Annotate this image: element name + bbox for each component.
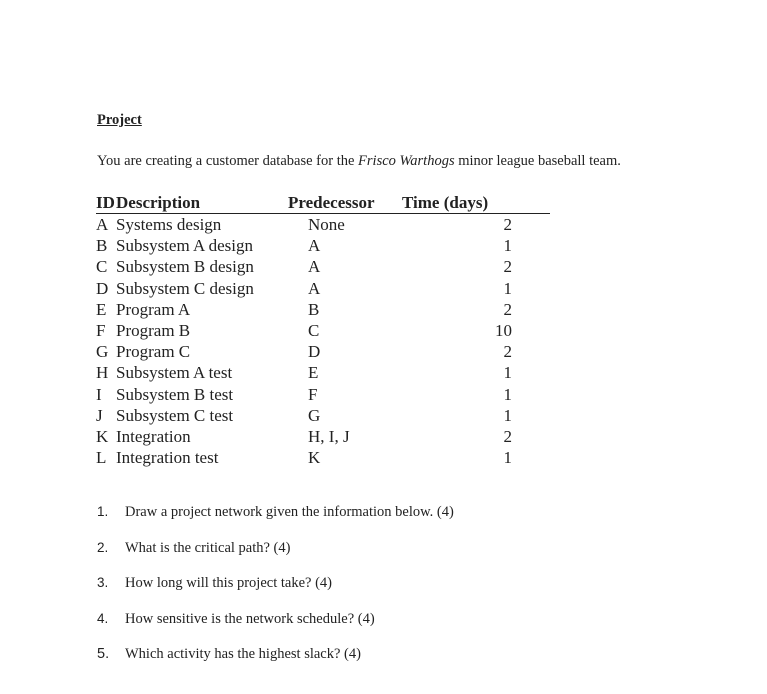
table-row: [96, 235, 550, 256]
cell-description: Subsystem B design: [116, 257, 254, 277]
cell-predecessor: None: [308, 215, 345, 234]
question-number: 1.: [97, 504, 109, 519]
cell-predecessor: A: [308, 236, 321, 256]
document-title: Project: [97, 112, 142, 128]
question-text: How long will this project take? (4): [125, 575, 332, 591]
question-item: [97, 644, 454, 680]
question-text: What is the critical path? (4): [125, 539, 291, 556]
cell-predecessor: E: [308, 363, 319, 383]
cell-description: Integration: [116, 427, 191, 447]
header-id: ID: [96, 193, 115, 212]
cell-id: G: [96, 342, 109, 362]
question-item: [97, 609, 454, 645]
cell-id: F: [96, 321, 106, 341]
cell-id: D: [96, 278, 109, 298]
cell-description: Subsystem A test: [116, 363, 233, 383]
cell-predecessor: F: [308, 384, 318, 404]
question-text: Which activity has the highest slack? (4): [125, 646, 361, 662]
intro-paragraph: [97, 153, 621, 170]
cell-predecessor: B: [308, 299, 320, 319]
cell-time: 2: [503, 215, 512, 234]
cell-id: L: [96, 448, 107, 468]
table-row: [96, 320, 550, 341]
table-row: [96, 384, 550, 405]
cell-id: B: [96, 236, 108, 256]
cell-time: 1: [503, 236, 512, 256]
cell-description: Subsystem C test: [116, 405, 234, 425]
cell-time: 1: [503, 384, 512, 404]
header-description: Description: [116, 193, 288, 214]
cell-predecessor: D: [308, 342, 321, 362]
header-time: Time (days): [402, 193, 550, 214]
cell-description: Program B: [116, 321, 191, 341]
cell-predecessor: G: [308, 405, 321, 425]
intro-text-after: minor league baseball team.: [454, 153, 621, 169]
cell-time: 1: [503, 278, 512, 298]
question-text: How sensitive is the network schedule? (4): [125, 610, 375, 627]
cell-time: 1: [503, 405, 512, 425]
question-item: [97, 573, 454, 609]
cell-time: 2: [503, 427, 512, 447]
cell-predecessor: A: [308, 257, 321, 277]
question-number: 5.: [97, 646, 110, 662]
cell-time: 2: [503, 257, 512, 277]
question-number: 2.: [97, 539, 109, 555]
question-item: [97, 502, 454, 538]
table-row: [96, 278, 550, 299]
table-body: [96, 214, 550, 469]
cell-id: J: [96, 405, 103, 425]
cell-time: 1: [503, 363, 512, 383]
cell-description: Subsystem A design: [116, 236, 253, 256]
table-row: [96, 341, 550, 362]
cell-description: Program A: [116, 299, 191, 319]
cell-time: 10: [495, 321, 512, 341]
question-number: 4.: [97, 610, 109, 626]
cell-id: K: [96, 427, 109, 447]
intro-text-before: You are creating a customer database for the: [97, 153, 359, 169]
table-row: [96, 256, 550, 277]
header-predecessor: Predecessor: [288, 193, 402, 214]
cell-id: I: [96, 384, 102, 404]
cell-id: A: [96, 215, 109, 234]
team-name: Frisco Warthogs: [358, 153, 455, 169]
table-row: [96, 426, 550, 447]
table-row: [96, 362, 550, 383]
table-row: [96, 214, 550, 236]
table-row: [96, 299, 550, 320]
cell-description: Integration test: [116, 448, 219, 468]
cell-time: 2: [503, 342, 512, 362]
activity-table: [96, 193, 550, 468]
question-text: Draw a project network given the information below. (4): [125, 504, 454, 520]
cell-time: 1: [503, 448, 512, 468]
table-header-row: [96, 193, 550, 214]
question-number: 3.: [97, 575, 109, 590]
cell-id: C: [96, 257, 108, 277]
cell-description: Subsystem C design: [116, 278, 254, 298]
table-row: [96, 405, 550, 426]
table-row: [96, 447, 550, 468]
cell-predecessor: A: [308, 278, 321, 298]
cell-predecessor: K: [308, 448, 321, 468]
cell-description: Subsystem B test: [116, 384, 234, 404]
question-item: [97, 538, 454, 574]
cell-time: 2: [503, 299, 512, 319]
cell-predecessor: H, I, J: [308, 427, 350, 447]
question-list: [97, 502, 454, 680]
cell-description: Systems design: [116, 215, 222, 234]
cell-id: E: [96, 299, 107, 319]
cell-id: H: [96, 363, 109, 383]
cell-predecessor: C: [308, 321, 320, 341]
cell-description: Program C: [116, 342, 191, 362]
